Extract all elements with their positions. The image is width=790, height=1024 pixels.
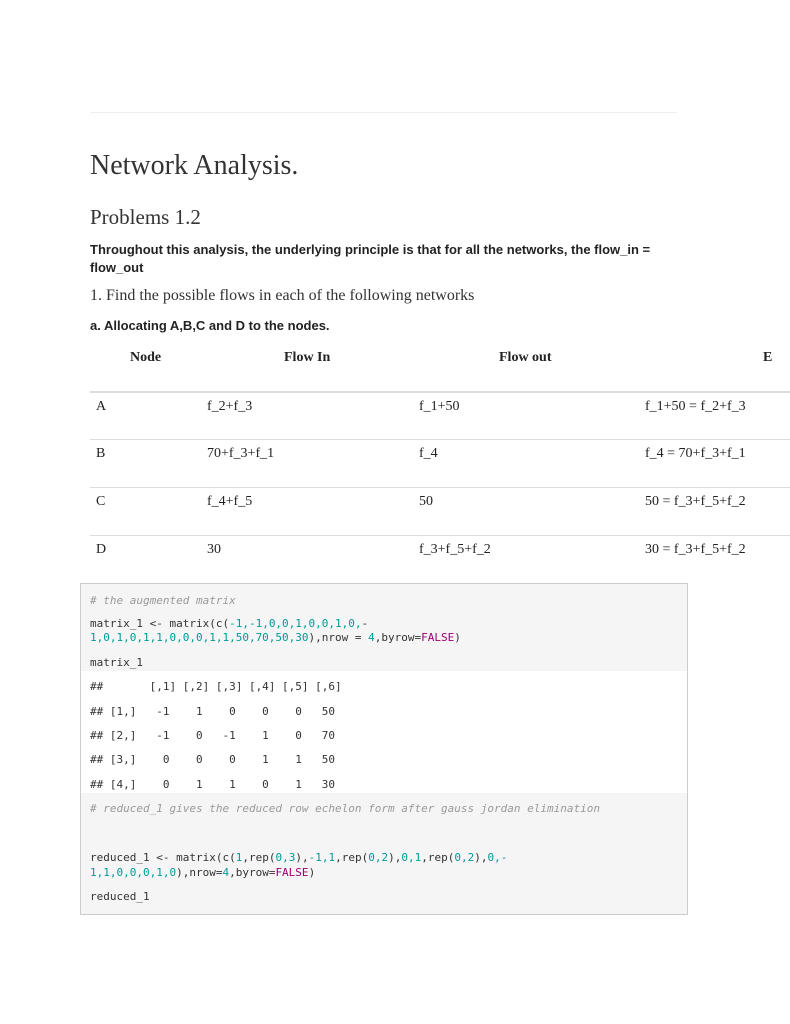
table-cell: A [96, 399, 107, 414]
output-line: ## [4,] 0 1 1 0 1 30 [90, 778, 336, 791]
table-header-divider [90, 391, 790, 393]
table-row-divider [90, 535, 790, 536]
table-row-divider [90, 439, 790, 440]
table-cell: D [96, 542, 107, 557]
output-line: ## [3,] 0 0 0 1 1 50 [90, 753, 336, 766]
table-cell: f_2+f_3 [207, 399, 253, 414]
table-header-node: Node [130, 350, 162, 365]
code-comment: # the augmented matrix [90, 594, 236, 607]
table-cell: B [96, 446, 106, 461]
code-block [80, 583, 688, 915]
section-heading: Problems 1.2 [90, 205, 201, 229]
table-row-divider [90, 487, 790, 488]
code-line: matrix_1 <- matrix(c(-1,-1,0,0,1,0,0,1,0,- [90, 617, 369, 630]
table-cell: C [96, 494, 106, 509]
table-cell: f_4+f_5 [207, 494, 253, 509]
table-cell: 50 = f_3+f_5+f_2 [645, 494, 746, 509]
table-cell: f_4 [419, 446, 438, 461]
table-header-flow-out: Flow out [499, 350, 552, 365]
flow-table [90, 338, 773, 575]
code-line: reduced_1 [90, 890, 150, 903]
top-divider [90, 112, 677, 113]
part-a-heading: a. Allocating A,B,C and D to the nodes. [90, 318, 330, 333]
table-cell: f_1+50 = f_2+f_3 [645, 399, 746, 414]
code-line: 1,1,0,0,0,1,0),nrow=4,byrow=FALSE) [90, 866, 316, 879]
table-cell: f_1+50 [419, 399, 460, 414]
table-cell: f_4 = 70+f_3+f_1 [645, 446, 746, 461]
table-cell: 30 = f_3+f_5+f_2 [645, 542, 746, 557]
question-text: 1. Find the possible flows in each of the following networks [90, 287, 475, 304]
code-comment: # reduced_1 gives the reduced row echelon form after gauss jordan elimination [90, 802, 600, 815]
output-line: ## [,1] [,2] [,3] [,4] [,5] [,6] [90, 680, 342, 693]
code-line: reduced_1 <- matrix(c(1,rep(0,3),-1,1,rep(0,2),0,1,rep(0,2),0,- [90, 851, 508, 864]
table-cell: 70+f_3+f_1 [207, 446, 275, 461]
code-line: 1,0,1,0,1,1,0,0,0,1,1,50,70,50,30),nrow = 4,byrow=FALSE) [90, 631, 461, 644]
output-line: ## [2,] -1 0 -1 1 0 70 [90, 729, 336, 742]
table-header-flow-in: Flow In [284, 350, 331, 365]
table-cell: 30 [207, 542, 221, 557]
table-header-equation: E [763, 350, 773, 365]
output-line: ## [1,] -1 1 0 0 0 50 [90, 705, 336, 718]
code-line: matrix_1 [90, 656, 143, 669]
page-title: Network Analysis. [90, 150, 299, 181]
principle-note: Throughout this analysis, the underlying principle is that for all the networks, the flow_in = flow_out [90, 242, 651, 275]
table-cell: f_3+f_5+f_2 [419, 542, 491, 557]
table-cell: 50 [419, 494, 433, 509]
